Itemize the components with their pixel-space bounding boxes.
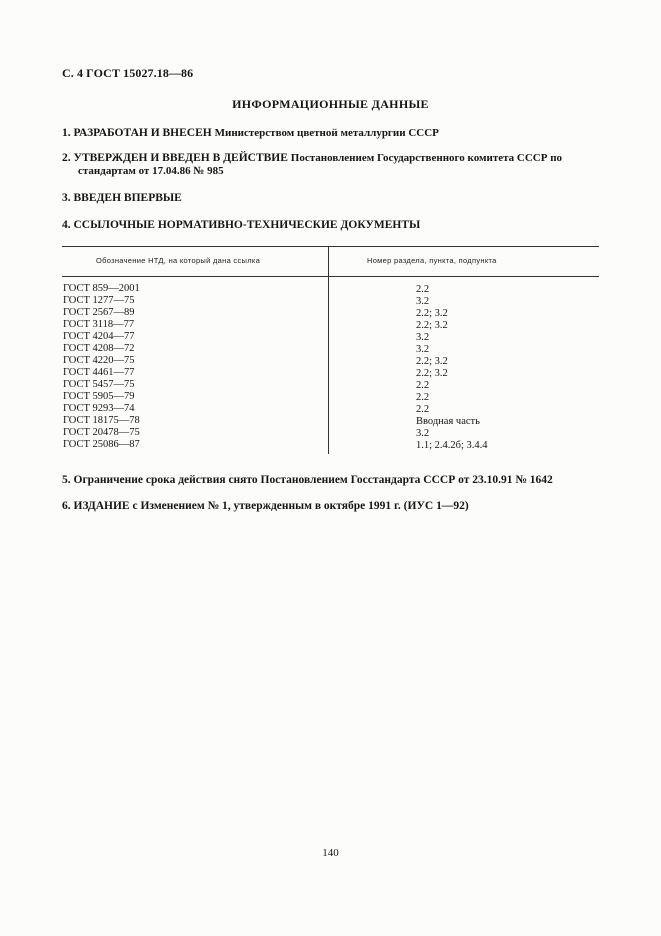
table-cell-section: 2.2; 3.2 xyxy=(416,308,448,319)
info-item-2-text: Постановлением Государственного комитета СССР по xyxy=(290,152,563,164)
table-column-sections xyxy=(416,284,488,452)
table-cell-section: 2.2 xyxy=(416,380,430,391)
table-cell-section: 3.2 xyxy=(416,344,430,355)
table-column-documents xyxy=(63,283,140,451)
table-cell-document: ГОСТ 4220—75 xyxy=(63,355,135,366)
table-top-rule xyxy=(62,246,599,247)
table-cell-document: ГОСТ 4204—77 xyxy=(63,331,135,342)
info-item-1-lead: 1. РАЗРАБОТАН И ВНЕСЕН xyxy=(62,127,212,139)
table-cell-section: 3.2 xyxy=(416,428,430,439)
table-cell-document: ГОСТ 4461—77 xyxy=(63,367,135,378)
table-cell-document: ГОСТ 3118—77 xyxy=(63,319,135,330)
info-item-6-text: 6. ИЗДАНИЕ с Изменением № 1, утвержденным в октябре 1991 г. (ИУС 1—92) xyxy=(62,500,469,512)
table-cell-document: ГОСТ 2567—89 xyxy=(63,307,135,318)
table-header-document: Обозначение НТД, на который дана ссылка xyxy=(96,256,261,265)
info-item-4 xyxy=(62,218,602,233)
table-cell-section: 2.2 xyxy=(416,284,430,295)
table-cell-section: 3.2 xyxy=(416,296,430,307)
info-item-3-lead: 3. ВВЕДЕН ВПЕРВЫЕ xyxy=(62,192,182,204)
table-cell-document: ГОСТ 5905—79 xyxy=(63,391,135,402)
table-cell-document: ГОСТ 1277—75 xyxy=(63,295,135,306)
table-cell-section: 2.2; 3.2 xyxy=(416,368,448,379)
info-item-2-lead: 2. УТВЕРЖДЕН И ВВЕДЕН В ДЕЙСТВИЕ xyxy=(62,152,288,164)
table-cell-section: Вводная часть xyxy=(416,416,480,427)
table-cell-document: ГОСТ 9293—74 xyxy=(63,403,135,414)
info-item-5 xyxy=(62,473,602,488)
table-cell-section: 3.2 xyxy=(416,332,430,343)
table-cell-document: ГОСТ 20478—75 xyxy=(63,427,140,438)
table-header-section: Номер раздела, пункта, подпункта xyxy=(367,256,497,265)
table-cell-section: 2.2 xyxy=(416,392,430,403)
info-item-1-text: Министерством цветной металлургии СССР xyxy=(214,127,439,139)
table-cell-section: 2.2; 3.2 xyxy=(416,356,448,367)
info-item-1 xyxy=(62,126,602,141)
info-item-2 xyxy=(62,151,602,166)
table-cell-section: 1.1; 2.4.2б; 3.4.4 xyxy=(416,440,488,451)
table-column-divider xyxy=(328,247,329,454)
table-cell-document: ГОСТ 5457—75 xyxy=(63,379,135,390)
table-cell-document: ГОСТ 859—2001 xyxy=(63,283,140,294)
table-cell-document: ГОСТ 25086—87 xyxy=(63,439,140,450)
page-number: 140 xyxy=(322,847,339,859)
table-header-rule xyxy=(62,276,599,277)
table-cell-section: 2.2 xyxy=(416,404,430,415)
info-item-3 xyxy=(62,191,602,206)
table-cell-section: 2.2; 3.2 xyxy=(416,320,448,331)
info-item-4-lead: 4. ССЫЛОЧНЫЕ НОРМАТИВНО-ТЕХНИЧЕСКИЕ ДОКУМЕНТЫ xyxy=(62,219,421,231)
table-cell-document: ГОСТ 4208—72 xyxy=(63,343,135,354)
section-title: ИНФОРМАЦИОННЫЕ ДАННЫЕ xyxy=(232,97,429,111)
info-item-2-text-continued: стандартам от 17.04.86 № 985 xyxy=(78,165,224,177)
info-item-5-text: 5. Ограничение срока действия снято Постановлением Госстандарта СССР от 23.10.91 № 1642 xyxy=(62,474,553,486)
info-item-6 xyxy=(62,499,602,514)
page-header: С. 4 ГОСТ 15027.18—86 xyxy=(62,66,194,80)
table-cell-document: ГОСТ 18175—78 xyxy=(63,415,140,426)
